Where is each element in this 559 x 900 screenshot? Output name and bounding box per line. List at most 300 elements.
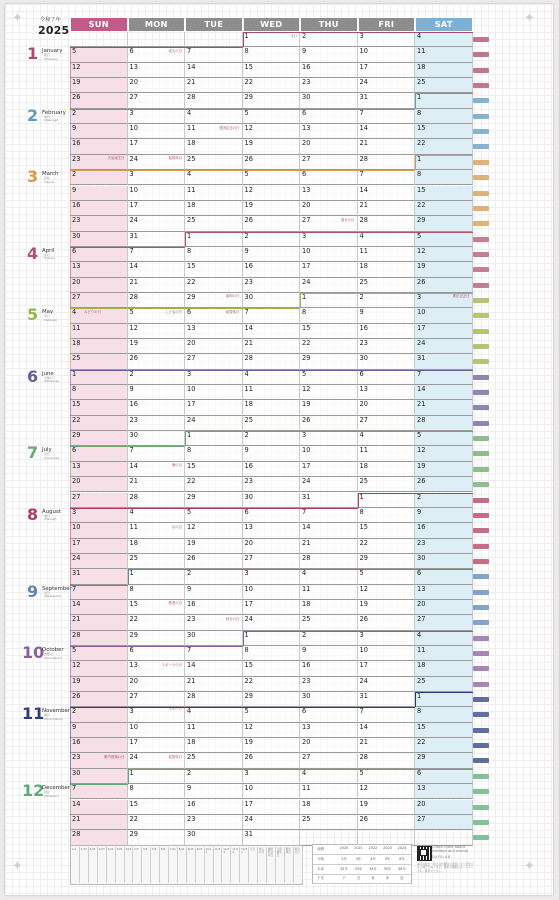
day-cell[interactable]: [300, 186, 358, 201]
day-cell[interactable]: [300, 370, 358, 385]
day-cell[interactable]: [415, 830, 473, 845]
day-cell[interactable]: [415, 308, 473, 323]
day-cell[interactable]: [300, 646, 358, 661]
day-cell[interactable]: [415, 293, 473, 308]
day-cell[interactable]: [70, 692, 128, 707]
day-cell[interactable]: [358, 124, 416, 139]
day-cell[interactable]: [70, 446, 128, 461]
day-cell[interactable]: [358, 446, 416, 461]
day-cell[interactable]: [415, 615, 473, 630]
day-cell[interactable]: [358, 600, 416, 615]
day-cell[interactable]: [128, 370, 186, 385]
day-cell[interactable]: [415, 723, 473, 738]
day-cell[interactable]: [300, 523, 358, 538]
day-cell[interactable]: [70, 815, 128, 830]
day-cell[interactable]: [185, 201, 243, 216]
day-cell[interactable]: [243, 308, 301, 323]
day-cell[interactable]: [415, 385, 473, 400]
day-cell[interactable]: [415, 63, 473, 78]
day-cell[interactable]: [70, 661, 128, 676]
day-cell[interactable]: [128, 262, 186, 277]
day-cell[interactable]: [185, 170, 243, 185]
day-cell[interactable]: [128, 738, 186, 753]
day-cell[interactable]: [358, 493, 416, 508]
day-cell[interactable]: [415, 477, 473, 492]
day-cell[interactable]: [243, 385, 301, 400]
day-cell[interactable]: [300, 293, 358, 308]
day-cell[interactable]: [70, 216, 128, 231]
day-cell[interactable]: [300, 554, 358, 569]
day-cell[interactable]: [243, 615, 301, 630]
day-cell[interactable]: [70, 646, 128, 661]
day-cell[interactable]: [243, 707, 301, 722]
day-cell[interactable]: [185, 738, 243, 753]
day-cell[interactable]: [128, 477, 186, 492]
day-cell[interactable]: [358, 753, 416, 768]
day-cell[interactable]: [70, 186, 128, 201]
day-cell[interactable]: [415, 232, 473, 247]
day-cell[interactable]: [70, 585, 128, 600]
day-cell[interactable]: [185, 631, 243, 646]
day-cell[interactable]: [185, 139, 243, 154]
day-cell[interactable]: [128, 554, 186, 569]
day-cell[interactable]: [358, 462, 416, 477]
day-cell[interactable]: [358, 723, 416, 738]
day-cell[interactable]: [243, 293, 301, 308]
day-cell[interactable]: [415, 462, 473, 477]
day-cell[interactable]: [358, 339, 416, 354]
day-cell[interactable]: [300, 155, 358, 170]
day-cell[interactable]: [358, 569, 416, 584]
day-cell[interactable]: [243, 600, 301, 615]
day-cell[interactable]: [300, 139, 358, 154]
day-cell[interactable]: [128, 139, 186, 154]
day-cell[interactable]: [358, 139, 416, 154]
day-cell[interactable]: [243, 815, 301, 830]
day-cell[interactable]: [243, 32, 301, 47]
day-cell[interactable]: [415, 753, 473, 768]
day-cell[interactable]: [128, 661, 186, 676]
day-cell[interactable]: [185, 109, 243, 124]
day-cell[interactable]: [415, 139, 473, 154]
day-cell[interactable]: [70, 615, 128, 630]
day-cell[interactable]: [300, 508, 358, 523]
day-cell[interactable]: [70, 769, 128, 784]
day-cell[interactable]: [128, 293, 186, 308]
day-cell[interactable]: [415, 692, 473, 707]
day-cell[interactable]: [300, 109, 358, 124]
day-cell[interactable]: [300, 462, 358, 477]
day-cell[interactable]: [358, 370, 416, 385]
day-cell[interactable]: [128, 508, 186, 523]
day-cell[interactable]: [128, 308, 186, 323]
day-cell[interactable]: [128, 354, 186, 369]
day-cell[interactable]: [243, 78, 301, 93]
day-cell[interactable]: [243, 201, 301, 216]
day-cell[interactable]: [70, 139, 128, 154]
day-cell[interactable]: [70, 477, 128, 492]
day-cell[interactable]: [128, 784, 186, 799]
day-cell[interactable]: [70, 308, 128, 323]
day-cell[interactable]: [185, 539, 243, 554]
day-cell[interactable]: [243, 692, 301, 707]
day-cell[interactable]: [185, 554, 243, 569]
day-cell[interactable]: [128, 186, 186, 201]
day-cell[interactable]: [415, 784, 473, 799]
day-cell[interactable]: [300, 47, 358, 62]
day-cell[interactable]: [243, 431, 301, 446]
day-cell[interactable]: [415, 539, 473, 554]
day-cell[interactable]: [185, 431, 243, 446]
day-cell[interactable]: [185, 493, 243, 508]
day-cell[interactable]: [128, 585, 186, 600]
day-cell[interactable]: [358, 109, 416, 124]
day-cell[interactable]: [415, 354, 473, 369]
day-cell[interactable]: [128, 431, 186, 446]
day-cell[interactable]: [128, 723, 186, 738]
day-cell[interactable]: [415, 631, 473, 646]
day-cell[interactable]: [128, 631, 186, 646]
day-cell[interactable]: [300, 339, 358, 354]
day-cell[interactable]: [70, 738, 128, 753]
day-cell[interactable]: [415, 278, 473, 293]
day-cell[interactable]: [70, 232, 128, 247]
day-cell[interactable]: [300, 324, 358, 339]
day-cell[interactable]: [358, 477, 416, 492]
day-cell[interactable]: [358, 646, 416, 661]
day-cell[interactable]: [300, 431, 358, 446]
day-cell[interactable]: [415, 339, 473, 354]
day-cell[interactable]: [300, 661, 358, 676]
day-cell[interactable]: [415, 216, 473, 231]
day-cell[interactable]: [70, 753, 128, 768]
day-cell[interactable]: [128, 800, 186, 815]
day-cell[interactable]: [243, 324, 301, 339]
day-cell[interactable]: [300, 308, 358, 323]
day-cell[interactable]: [185, 692, 243, 707]
day-cell[interactable]: [243, 523, 301, 538]
day-cell[interactable]: [128, 32, 186, 47]
day-cell[interactable]: [415, 201, 473, 216]
day-cell[interactable]: [358, 385, 416, 400]
day-cell[interactable]: [185, 600, 243, 615]
day-cell[interactable]: [70, 47, 128, 62]
day-cell[interactable]: [358, 677, 416, 692]
day-cell[interactable]: [70, 784, 128, 799]
day-cell[interactable]: [300, 416, 358, 431]
day-cell[interactable]: [415, 707, 473, 722]
day-cell[interactable]: [128, 416, 186, 431]
day-cell[interactable]: [185, 385, 243, 400]
day-cell[interactable]: [300, 753, 358, 768]
day-cell[interactable]: [70, 631, 128, 646]
day-cell[interactable]: [243, 370, 301, 385]
day-cell[interactable]: [358, 523, 416, 538]
day-cell[interactable]: [243, 278, 301, 293]
day-cell[interactable]: [70, 155, 128, 170]
day-cell[interactable]: [300, 600, 358, 615]
day-cell[interactable]: [128, 63, 186, 78]
day-cell[interactable]: [128, 232, 186, 247]
day-cell[interactable]: [185, 769, 243, 784]
day-cell[interactable]: [70, 324, 128, 339]
day-cell[interactable]: [185, 615, 243, 630]
day-cell[interactable]: [415, 523, 473, 538]
day-cell[interactable]: [243, 462, 301, 477]
day-cell[interactable]: [300, 477, 358, 492]
day-cell[interactable]: [70, 170, 128, 185]
day-cell[interactable]: [128, 124, 186, 139]
day-cell[interactable]: [243, 493, 301, 508]
day-cell[interactable]: [300, 63, 358, 78]
day-cell[interactable]: [128, 446, 186, 461]
day-cell[interactable]: [358, 247, 416, 262]
day-cell[interactable]: [243, 400, 301, 415]
day-cell[interactable]: [70, 723, 128, 738]
day-cell[interactable]: [415, 431, 473, 446]
day-cell[interactable]: [70, 385, 128, 400]
day-cell[interactable]: [185, 354, 243, 369]
day-cell[interactable]: [243, 139, 301, 154]
day-cell[interactable]: [300, 201, 358, 216]
day-cell[interactable]: [358, 278, 416, 293]
day-cell[interactable]: [243, 124, 301, 139]
day-cell[interactable]: [243, 216, 301, 231]
day-cell[interactable]: [300, 124, 358, 139]
day-cell[interactable]: [300, 815, 358, 830]
day-cell[interactable]: [185, 47, 243, 62]
day-cell[interactable]: [358, 324, 416, 339]
day-cell[interactable]: [243, 477, 301, 492]
day-cell[interactable]: [185, 216, 243, 231]
day-cell[interactable]: [358, 293, 416, 308]
day-cell[interactable]: [415, 769, 473, 784]
day-cell[interactable]: [300, 170, 358, 185]
day-cell[interactable]: [70, 508, 128, 523]
day-cell[interactable]: [358, 93, 416, 108]
day-cell[interactable]: [128, 539, 186, 554]
day-cell[interactable]: [185, 446, 243, 461]
day-cell[interactable]: [185, 32, 243, 47]
day-cell[interactable]: [128, 78, 186, 93]
day-cell[interactable]: [243, 93, 301, 108]
day-cell[interactable]: [185, 462, 243, 477]
day-cell[interactable]: [415, 78, 473, 93]
day-cell[interactable]: [128, 170, 186, 185]
day-cell[interactable]: [128, 769, 186, 784]
day-cell[interactable]: [128, 47, 186, 62]
day-cell[interactable]: [128, 493, 186, 508]
day-cell[interactable]: [243, 677, 301, 692]
day-cell[interactable]: [358, 738, 416, 753]
day-cell[interactable]: [243, 47, 301, 62]
day-cell[interactable]: [415, 262, 473, 277]
day-cell[interactable]: [185, 247, 243, 262]
day-cell[interactable]: [70, 400, 128, 415]
day-cell[interactable]: [70, 262, 128, 277]
day-cell[interactable]: [70, 830, 128, 845]
day-cell[interactable]: [415, 600, 473, 615]
day-cell[interactable]: [185, 753, 243, 768]
day-cell[interactable]: [185, 324, 243, 339]
day-cell[interactable]: [415, 554, 473, 569]
day-cell[interactable]: [70, 124, 128, 139]
day-cell[interactable]: [70, 600, 128, 615]
day-cell[interactable]: [358, 615, 416, 630]
day-cell[interactable]: [300, 278, 358, 293]
day-cell[interactable]: [358, 354, 416, 369]
day-cell[interactable]: [300, 769, 358, 784]
day-cell[interactable]: [185, 723, 243, 738]
day-cell[interactable]: [185, 585, 243, 600]
day-cell[interactable]: [243, 339, 301, 354]
day-cell[interactable]: [300, 232, 358, 247]
day-cell[interactable]: [70, 539, 128, 554]
day-cell[interactable]: [243, 753, 301, 768]
day-cell[interactable]: [243, 262, 301, 277]
day-cell[interactable]: [300, 677, 358, 692]
day-cell[interactable]: [185, 646, 243, 661]
day-cell[interactable]: [243, 784, 301, 799]
day-cell[interactable]: [128, 462, 186, 477]
day-cell[interactable]: [185, 523, 243, 538]
day-cell[interactable]: [415, 738, 473, 753]
day-cell[interactable]: [415, 815, 473, 830]
day-cell[interactable]: [185, 661, 243, 676]
day-cell[interactable]: [243, 738, 301, 753]
day-cell[interactable]: [243, 232, 301, 247]
day-cell[interactable]: [300, 78, 358, 93]
day-cell[interactable]: [70, 569, 128, 584]
day-cell[interactable]: [243, 661, 301, 676]
day-cell[interactable]: [70, 32, 128, 47]
day-cell[interactable]: [185, 186, 243, 201]
day-cell[interactable]: [128, 109, 186, 124]
day-cell[interactable]: [243, 446, 301, 461]
day-cell[interactable]: [358, 508, 416, 523]
day-cell[interactable]: [358, 539, 416, 554]
day-cell[interactable]: [415, 800, 473, 815]
day-cell[interactable]: [415, 324, 473, 339]
day-cell[interactable]: [128, 569, 186, 584]
day-cell[interactable]: [128, 753, 186, 768]
day-cell[interactable]: [128, 646, 186, 661]
day-cell[interactable]: [415, 493, 473, 508]
day-cell[interactable]: [300, 615, 358, 630]
day-cell[interactable]: [415, 416, 473, 431]
day-cell[interactable]: [300, 692, 358, 707]
day-cell[interactable]: [358, 186, 416, 201]
day-cell[interactable]: [185, 815, 243, 830]
day-cell[interactable]: [128, 201, 186, 216]
day-cell[interactable]: [358, 800, 416, 815]
day-cell[interactable]: [243, 631, 301, 646]
day-cell[interactable]: [243, 416, 301, 431]
day-cell[interactable]: [358, 431, 416, 446]
day-cell[interactable]: [300, 707, 358, 722]
day-cell[interactable]: [415, 677, 473, 692]
day-cell[interactable]: [185, 262, 243, 277]
day-cell[interactable]: [415, 47, 473, 62]
day-cell[interactable]: [70, 493, 128, 508]
day-cell[interactable]: [128, 278, 186, 293]
day-cell[interactable]: [415, 109, 473, 124]
day-cell[interactable]: [185, 63, 243, 78]
day-cell[interactable]: [415, 186, 473, 201]
day-cell[interactable]: [243, 170, 301, 185]
day-cell[interactable]: [300, 569, 358, 584]
day-cell[interactable]: [185, 370, 243, 385]
day-cell[interactable]: [128, 385, 186, 400]
day-cell[interactable]: [70, 63, 128, 78]
day-cell[interactable]: [70, 462, 128, 477]
day-cell[interactable]: [358, 232, 416, 247]
day-cell[interactable]: [70, 416, 128, 431]
day-cell[interactable]: [243, 109, 301, 124]
day-cell[interactable]: [300, 262, 358, 277]
day-cell[interactable]: [358, 63, 416, 78]
day-cell[interactable]: [358, 784, 416, 799]
day-cell[interactable]: [185, 400, 243, 415]
day-cell[interactable]: [243, 354, 301, 369]
day-cell[interactable]: [358, 815, 416, 830]
day-cell[interactable]: [358, 262, 416, 277]
day-cell[interactable]: [300, 800, 358, 815]
day-cell[interactable]: [128, 216, 186, 231]
day-cell[interactable]: [185, 232, 243, 247]
day-cell[interactable]: [128, 677, 186, 692]
day-cell[interactable]: [185, 293, 243, 308]
day-cell[interactable]: [70, 278, 128, 293]
day-cell[interactable]: [243, 830, 301, 845]
day-cell[interactable]: [70, 201, 128, 216]
day-cell[interactable]: [128, 815, 186, 830]
day-cell[interactable]: [415, 508, 473, 523]
day-cell[interactable]: [70, 707, 128, 722]
day-cell[interactable]: [185, 677, 243, 692]
day-cell[interactable]: [415, 646, 473, 661]
day-cell[interactable]: [185, 784, 243, 799]
day-cell[interactable]: [300, 738, 358, 753]
day-cell[interactable]: [128, 692, 186, 707]
day-cell[interactable]: [300, 493, 358, 508]
day-cell[interactable]: [415, 370, 473, 385]
day-cell[interactable]: [300, 247, 358, 262]
day-cell[interactable]: [243, 646, 301, 661]
day-cell[interactable]: [185, 339, 243, 354]
day-cell[interactable]: [243, 585, 301, 600]
day-cell[interactable]: [185, 416, 243, 431]
day-cell[interactable]: [358, 170, 416, 185]
day-cell[interactable]: [358, 769, 416, 784]
day-cell[interactable]: [243, 554, 301, 569]
day-cell[interactable]: [185, 155, 243, 170]
day-cell[interactable]: [300, 784, 358, 799]
day-cell[interactable]: [415, 400, 473, 415]
day-cell[interactable]: [300, 216, 358, 231]
day-cell[interactable]: [185, 707, 243, 722]
day-cell[interactable]: [300, 32, 358, 47]
day-cell[interactable]: [300, 631, 358, 646]
day-cell[interactable]: [243, 539, 301, 554]
day-cell[interactable]: [358, 78, 416, 93]
day-cell[interactable]: [300, 723, 358, 738]
day-cell[interactable]: [70, 431, 128, 446]
day-cell[interactable]: [128, 615, 186, 630]
day-cell[interactable]: [358, 661, 416, 676]
day-cell[interactable]: [415, 155, 473, 170]
day-cell[interactable]: [70, 677, 128, 692]
